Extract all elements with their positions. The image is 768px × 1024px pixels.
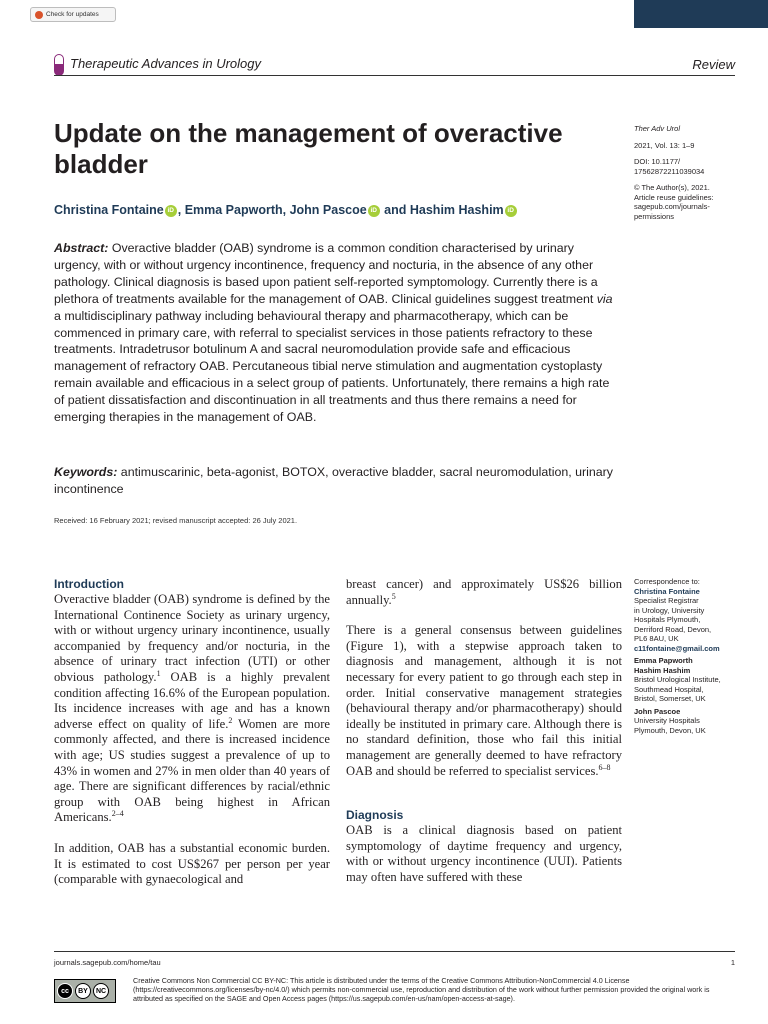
abstract: Abstract: Overactive bladder (OAB) syndrome is a common condition characterised by urinary urgency, with or without urgency incontinence, frequency and nocturia, in the absence of any other pathology. Clinical diagnosis is based upon patient self-reported symptomology. Currently there is a plethora of treatments available for the management of OAB. Clinical guidelines suggest treatment via a multidisciplinary pathway including behavioural therapy and pharmacotherapy, which can be commenced in primary care, with referral to specialist services in those patients refractory to these treatments. Intradetrusor botulinum A and sacral neuromodulation provide safe and efficacious management of refractory OAB. Percutaneous tibial nerve stimulation and augmentation cystoplasty remain available and efficacious in a select group of patients. Unfortunately, there remains a high rate of patient dissatisfaction and discontinuation in all treatments and thus there remains a need for emerging therapies in the management of OAB. bbox=[54, 241, 613, 425]
article-type: Review bbox=[692, 57, 735, 72]
author-list: Christina Fontaine iD , Emma Papworth, John Pascoe iD and Hashim Hashim iD bbox=[54, 203, 518, 217]
paragraph: There is a general consensus between guidelines (Figure 1), with a stepwise approach taken to diagnosis and management, although it is not necessary for every patient to go through each step in order. Initial conservative management strategies (behavioural therapy and/or pharmacotherapy) should ideally be instituted in primary care. Although there is no standard definition, those who fail this initial management are generally deemed to have refractory OAB and should be referred to specialist services.$^{6-8}$ bbox=[346, 623, 622, 778]
license-text: Creative Commons Non Commercial CC BY-NC: This article is distributed under the terms of the Creative Commons Attribution-NonCommercial 4.0 License (https://creativecommons.org/licenses/by-nc/4.0/) which permits non-commercial use, reproduction and distribution of the work without further permission provided the original work is attributed as specified on the SAGE and Open Access pages (https://us.sagepub.com/en-us/nam/open-access-at-sage). bbox=[133, 976, 710, 1003]
correspondence-label: Correspondence to: bbox=[634, 577, 700, 586]
reuse-line-1: Article reuse guidelines: bbox=[634, 192, 714, 202]
check-for-updates-button[interactable] bbox=[30, 7, 116, 22]
citation[interactable]: 2–4 bbox=[111, 809, 124, 819]
citation[interactable]: 1 bbox=[156, 668, 161, 678]
paragraph: In addition, OAB has a substantial economic burden. It is estimated to cost US$267 per person per year (comparable with gynaecological and bbox=[54, 840, 330, 887]
author-name[interactable]: John Pascoe bbox=[289, 203, 367, 217]
by-icon: BY bbox=[75, 983, 91, 999]
article-meta bbox=[634, 124, 752, 221]
page-number: 1 bbox=[730, 958, 735, 967]
email-link[interactable]: c11fontaine@gmail.com bbox=[634, 643, 720, 653]
author-name: John Pascoe bbox=[634, 706, 681, 716]
body-column-2 bbox=[346, 577, 622, 886]
reuse-link-1[interactable]: sagepub.com/journals- bbox=[634, 202, 710, 211]
journal-url[interactable]: journals.sagepub.com/home/tau bbox=[54, 958, 161, 967]
correspondence: Correspondence to: Christina Fontaine Specialist Registrar in Urology, University Hospitals Plymouth, Derriford Road, Devon, PL6 8AU, UK c11fontaine@gmail.com Emma Papworth Hashim Hashim Bristol Urological Institute, Southmead Hospital, Bristol, Somerset, UK John Pascoe University Hospitals Plymouth, Devon, UK bbox=[634, 577, 754, 735]
corner-tab bbox=[634, 0, 768, 28]
paragraph: breast cancer) and approximately US$26 billion annually.$^5$ bbox=[346, 577, 622, 607]
cc-icon: cc bbox=[57, 983, 73, 999]
keywords: Keywords: antimuscarinic, beta-agonist, BOTOX, overactive bladder, sacral neuromodulation, urinary incontinence bbox=[54, 465, 614, 496]
body-column-1 bbox=[54, 577, 330, 888]
paragraph: OAB is a clinical diagnosis based on patient symptomology of daytime frequency and urgency, with or without urgency incontinence (UUI). Patients may often have suffered with these bbox=[346, 823, 622, 884]
received-dates: Received: 16 February 2021; revised manuscript accepted: 26 July 2021. bbox=[54, 516, 298, 525]
crossmark-icon bbox=[35, 11, 43, 19]
copyright: © The Author(s), 2021. bbox=[634, 183, 710, 192]
nc-icon: NC bbox=[93, 983, 109, 999]
keywords-label: Keywords: bbox=[54, 465, 118, 479]
orcid-icon[interactable]: iD bbox=[368, 205, 380, 217]
abstract-label: Abstract: bbox=[54, 241, 109, 255]
correspondence-name: Christina Fontaine bbox=[634, 586, 700, 596]
footer-divider bbox=[54, 951, 735, 952]
journal-name: Therapeutic Advances in Urology bbox=[70, 56, 262, 71]
cc-license-badge[interactable] bbox=[54, 979, 116, 1003]
orcid-icon[interactable]: iD bbox=[165, 205, 177, 217]
article-title: Update on the management of overactive bladder bbox=[54, 118, 563, 179]
doi-line-2[interactable]: 17562872211039034 bbox=[634, 166, 705, 176]
citation[interactable]: 6–8 bbox=[598, 762, 611, 772]
author-name[interactable]: Emma Papworth bbox=[184, 203, 283, 217]
orcid-icon[interactable]: iD bbox=[505, 205, 517, 217]
section-heading-diagnosis: Diagnosis bbox=[346, 808, 404, 823]
author-name[interactable]: Christina Fontaine bbox=[54, 203, 164, 217]
paragraph: Overactive bladder (OAB) syndrome is defined by the International Continence Society as urinary urgency, with or without urgency urinary incontinence, usually accompanied by frequency and/or nocturia, in the absence of urinary tract infection (UTI) or other obvious pathology.$^1$ OAB is a highly prevalent condition affecting 16.6% of the European population. Its incidence increases with age and has a known adverse effect on quality of life.$^2$ Women are more commonly affected, and there is increased incidence with age; US studies suggest a prevalence of up to 43% in women and 27% in men older than 40 years of age. There are significant differences by racial/ethnic group with OAB being highest in African Americans.$^{2-4}$ bbox=[54, 592, 331, 825]
volume-info: 2021, Vol. 13: 1–9 bbox=[634, 140, 695, 150]
author-name: Hashim Hashim bbox=[634, 665, 691, 675]
reuse-link-2[interactable]: permissions bbox=[634, 211, 675, 221]
citation[interactable]: 2 bbox=[228, 715, 233, 725]
author-name: Emma Papworth bbox=[634, 656, 693, 665]
journal-logo-icon bbox=[54, 54, 64, 76]
journal-abbrev: Ther Adv Urol bbox=[634, 124, 680, 133]
section-heading-introduction: Introduction bbox=[54, 577, 124, 591]
author-name[interactable]: Hashim Hashim bbox=[409, 203, 504, 217]
citation[interactable]: 5 bbox=[391, 591, 396, 601]
check-for-updates-label: Check for updates bbox=[46, 11, 99, 18]
doi-line-1[interactable]: DOI: 10.1177/ bbox=[634, 157, 681, 166]
header-divider bbox=[54, 75, 735, 76]
